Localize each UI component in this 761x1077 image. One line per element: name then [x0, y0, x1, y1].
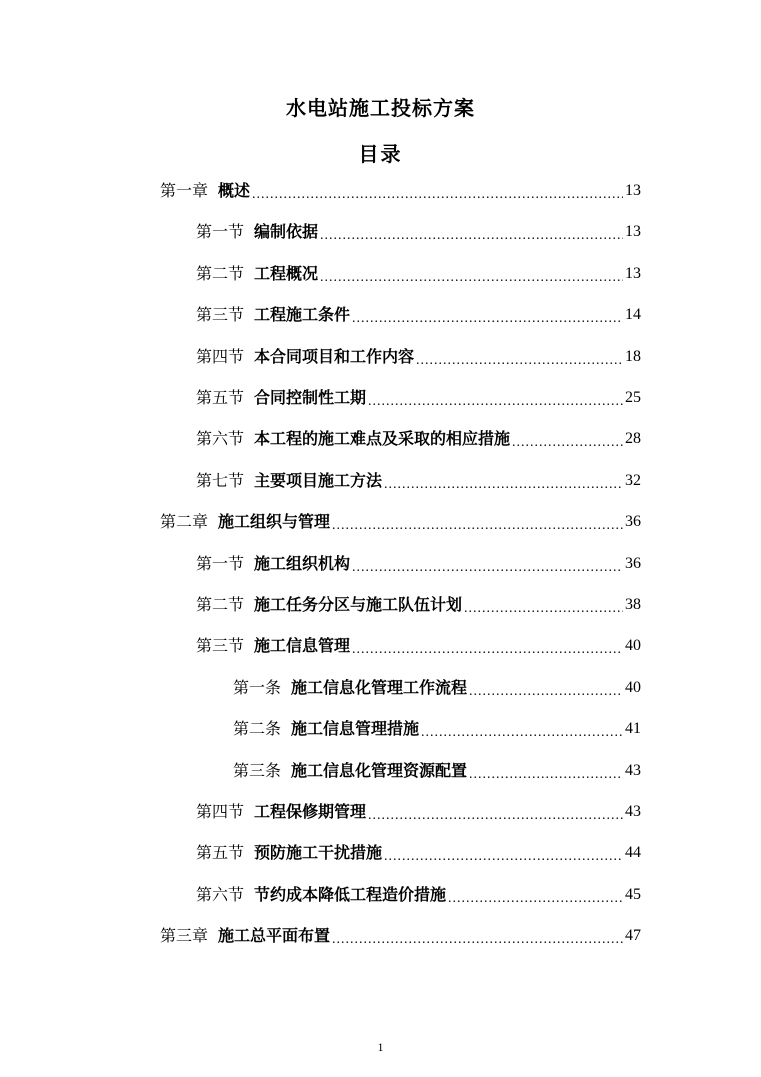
toc-entry-label: 第三章: [160, 926, 209, 945]
toc-dot-leader: [352, 632, 623, 660]
toc-entry-label: 第三条: [233, 761, 282, 780]
toc-entry-page: 47: [625, 927, 641, 944]
toc-entry[interactable]: [196, 839, 641, 867]
toc-dot-leader: [384, 839, 623, 867]
toc-entry[interactable]: [196, 550, 641, 578]
toc-entry-page: 32: [625, 472, 641, 489]
toc-dot-leader: [320, 218, 623, 246]
toc-dot-leader: [416, 343, 623, 371]
toc-heading: 目录: [358, 142, 403, 166]
toc-dot-leader: [512, 425, 623, 453]
toc-entry-label: 第三节: [196, 636, 245, 655]
toc-entry-title: 节约成本降低工程造价措施: [254, 885, 447, 904]
toc-entry-label: 第一节: [196, 222, 245, 241]
toc-dot-leader: [320, 260, 623, 288]
toc-entry-page: 43: [625, 762, 641, 779]
toc-entry-page: 36: [625, 555, 641, 572]
toc-entry[interactable]: [196, 798, 641, 826]
toc-entry-label: 第四节: [196, 347, 245, 366]
toc-entry-label: 第五节: [196, 843, 245, 862]
toc-dot-leader: [252, 177, 623, 205]
toc-entry-page: 36: [625, 513, 641, 530]
toc-entry-label: 第一条: [233, 678, 282, 697]
toc-dot-leader: [352, 301, 623, 329]
toc-entry-title: 施工信息化管理工作流程: [291, 678, 468, 697]
toc-entry[interactable]: [196, 467, 641, 495]
toc-entry-page: 45: [625, 886, 641, 903]
toc-entry-page: 40: [625, 679, 641, 696]
toc-entry-label: 第六节: [196, 885, 245, 904]
toc-entry[interactable]: [196, 260, 641, 288]
toc-entry-page: 13: [625, 182, 641, 199]
toc-dot-leader: [368, 384, 623, 412]
toc-entry[interactable]: [160, 177, 641, 205]
toc-dot-leader: [332, 922, 623, 950]
toc-dot-leader: [332, 508, 623, 536]
toc-entry-page: 43: [625, 803, 641, 820]
toc-entry-title: 本合同项目和工作内容: [254, 347, 415, 366]
toc-entry-title: 施工总平面布置: [218, 926, 331, 945]
toc-entry-title: 施工信息化管理资源配置: [291, 761, 468, 780]
toc-entry-title: 施工组织机构: [254, 554, 351, 573]
toc-entry-title: 工程施工条件: [254, 305, 351, 324]
toc-dot-leader: [384, 467, 623, 495]
toc-entry-label: 第二条: [233, 719, 282, 738]
toc-entry-label: 第五节: [196, 388, 245, 407]
toc-entry-title: 主要项目施工方法: [254, 471, 383, 490]
toc-entry-title: 合同控制性工期: [254, 388, 367, 407]
toc-entry[interactable]: [196, 343, 641, 371]
page-number: 1: [377, 1040, 384, 1054]
toc-entry[interactable]: [196, 384, 641, 412]
toc-entry-label: 第四节: [196, 802, 245, 821]
toc-entry[interactable]: [233, 757, 641, 785]
toc-entry[interactable]: [196, 632, 641, 660]
toc-entry-page: 13: [625, 223, 641, 240]
toc-entry-page: 18: [625, 348, 641, 365]
toc-dot-leader: [464, 591, 623, 619]
toc-entry[interactable]: [196, 425, 641, 453]
toc-entry-label: 第二节: [196, 595, 245, 614]
toc-entry-label: 第七节: [196, 471, 245, 490]
toc-entry[interactable]: [233, 674, 641, 702]
toc-entry[interactable]: [196, 591, 641, 619]
toc-entry-page: 38: [625, 596, 641, 613]
toc-entry-title: 工程概况: [254, 264, 319, 283]
toc-entry-page: 44: [625, 844, 641, 861]
document-title: 水电站施工投标方案: [286, 96, 475, 120]
toc-dot-leader: [421, 715, 623, 743]
toc-entry[interactable]: [160, 922, 641, 950]
toc-entry-page: 40: [625, 637, 641, 654]
toc-entry-title: 本工程的施工难点及采取的相应措施: [254, 429, 511, 448]
toc-entry-title: 施工组织与管理: [218, 512, 331, 531]
toc-entry-label: 第二章: [160, 512, 209, 531]
toc-entry[interactable]: [196, 301, 641, 329]
toc-entry-page: 13: [625, 265, 641, 282]
toc-entry-title: 编制依据: [254, 222, 319, 241]
toc-entry-page: 41: [625, 720, 641, 737]
toc-entry-page: 25: [625, 389, 641, 406]
toc-entry[interactable]: [160, 508, 641, 536]
toc-entry-title: 预防施工干扰措施: [254, 843, 383, 862]
toc-dot-leader: [368, 798, 623, 826]
toc-entry-title: 施工信息管理措施: [291, 719, 420, 738]
toc-entry-title: 工程保修期管理: [254, 802, 367, 821]
toc-entry-page: 14: [625, 306, 641, 323]
toc-dot-leader: [352, 550, 623, 578]
toc-dot-leader: [469, 757, 623, 785]
toc-entry-page: 28: [625, 430, 641, 447]
toc-entry-title: 施工信息管理: [254, 636, 351, 655]
toc-entry-label: 第二节: [196, 264, 245, 283]
toc-entry-title: 概述: [218, 181, 251, 200]
toc-entry[interactable]: [196, 218, 641, 246]
toc-dot-leader: [469, 674, 623, 702]
toc-entry-label: 第三节: [196, 305, 245, 324]
toc-entry-label: 第六节: [196, 429, 245, 448]
toc-entry[interactable]: [196, 881, 641, 909]
toc-dot-leader: [448, 881, 623, 909]
toc-entry-label: 第一节: [196, 554, 245, 573]
toc-entry-title: 施工任务分区与施工队伍计划: [254, 595, 463, 614]
toc-entry[interactable]: [233, 715, 641, 743]
toc-entry-label: 第一章: [160, 181, 209, 200]
